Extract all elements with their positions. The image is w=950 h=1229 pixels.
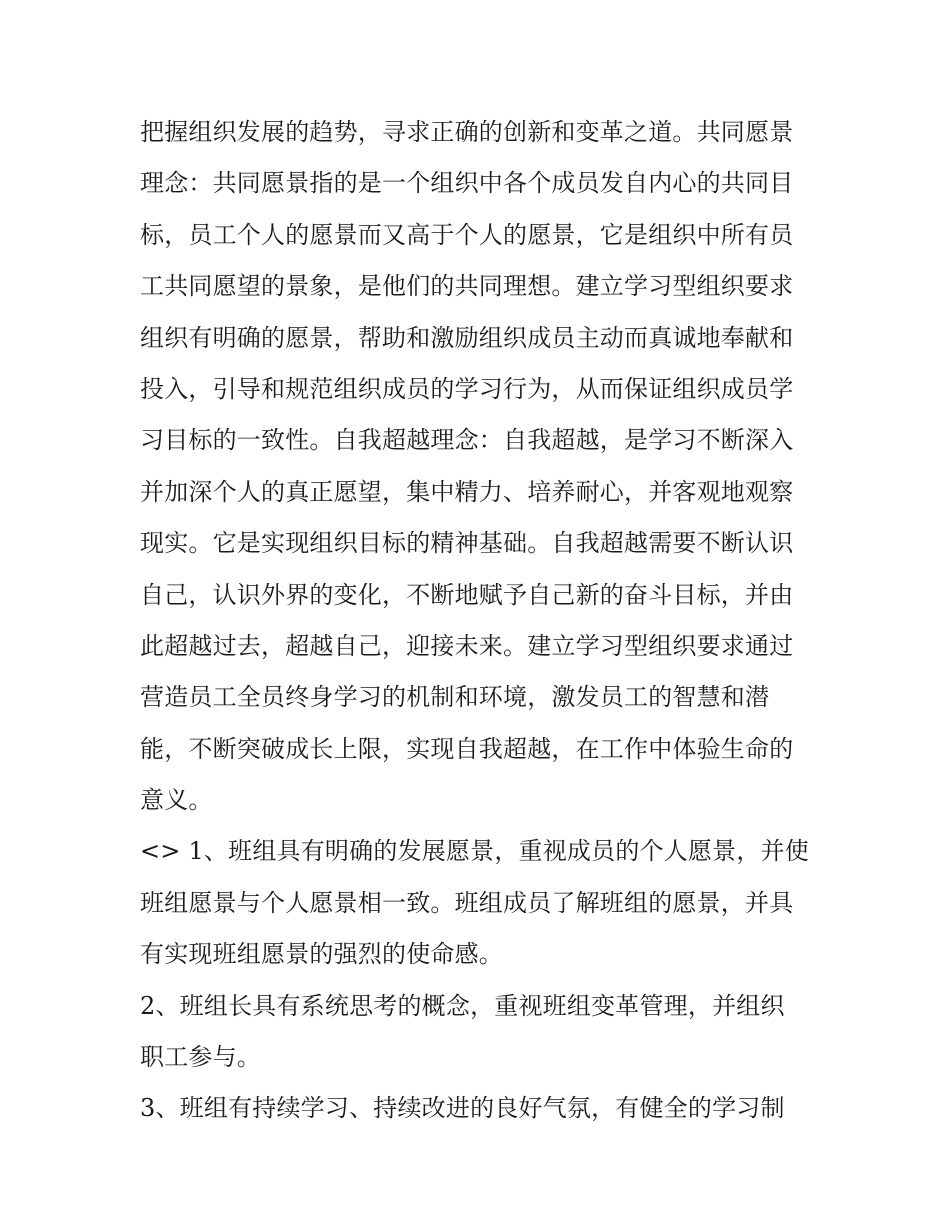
- text-line: 营造员工全员终身学习的机制和环境，激发员工的智慧和潜: [140, 683, 770, 712]
- text-line: 组织有明确的愿景，帮助和激励组织成员主动而真诚地奉献和: [140, 323, 794, 352]
- text-line: 职工参与。: [140, 1043, 261, 1072]
- text-line: 习目标的一致性。自我超越理念：自我超越，是学习不断深入: [140, 426, 794, 455]
- body-text: [140, 107, 820, 1135]
- text-line: 把握组织发展的趋势，寻求正确的创新和变革之道。共同愿景: [140, 118, 794, 146]
- text-line: 投入，引导和规范组织成员的学习行为，从而保证组织成员学: [140, 374, 794, 403]
- text-line: 理念：共同愿景指的是一个组织中各个成员发自内心的共同目: [140, 169, 794, 198]
- text-line: 能，不断突破成长上限，实现自我超越，在工作中体验生命的: [140, 734, 794, 763]
- text-line: 有实现班组愿景的强烈的使命感。: [140, 940, 503, 969]
- list-item-text: 2、班组长具有系统思考的概念，重视班组变革管理，并组织: [140, 991, 785, 1020]
- text-line: 此超越过去，超越自己，迎接未来。建立学习型组织要求通过: [140, 631, 794, 660]
- list-item-text: <> 1、班组具有明确的发展愿景，重视成员的个人愿景，并使: [140, 837, 809, 866]
- text-line: 自己，认识外界的变化，不断地赋予自己新的奋斗目标，并由: [140, 580, 794, 609]
- text-line: 并加深个人的真正愿望，集中精力、培养耐心，并客观地观察: [140, 477, 794, 506]
- list-item-text: 3、班组有持续学习、持续改进的良好气氛，有健全的学习制: [140, 1094, 785, 1123]
- text-line: 现实。它是实现组织目标的精神基础。自我超越需要不断认识: [140, 529, 794, 558]
- text-line: 班组愿景与个人愿景相一致。班组成员了解班组的愿景，并具: [140, 888, 794, 917]
- text-line: 意义。: [140, 786, 213, 815]
- text-line: 工共同愿望的景象，是他们的共同理想。建立学习型组织要求: [140, 272, 794, 301]
- text-line: 标，员工个人的愿景而又高于个人的愿景，它是组织中所有员: [140, 220, 794, 249]
